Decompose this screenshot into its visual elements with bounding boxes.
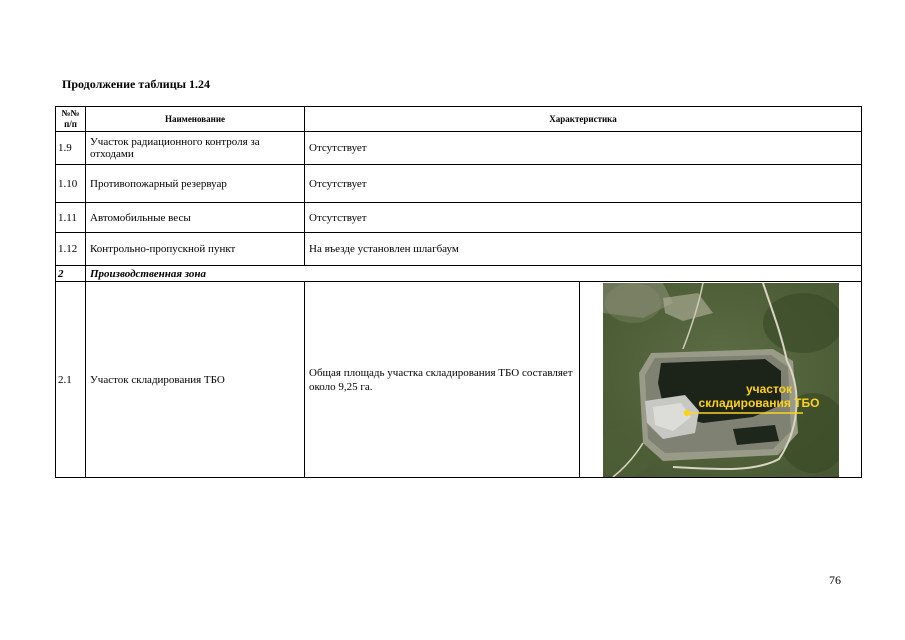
row-name: Участок складирования ТБО: [86, 282, 305, 478]
row-characteristic: На въезде установлен шлагбаум: [305, 233, 862, 266]
table-row: [56, 132, 862, 165]
table-row: [56, 203, 862, 233]
row-name: Противопожарный резервуар: [86, 165, 305, 203]
table-header-row: [56, 107, 862, 132]
row-number: 1.11: [56, 203, 86, 233]
image-label-line2: складирования ТБО: [698, 395, 819, 410]
section-title: Производственная зона: [86, 266, 862, 282]
table-caption: Продолжение таблицы 1.24: [62, 77, 211, 91]
page-number: 76: [829, 573, 841, 587]
row-number: 1.12: [56, 233, 86, 266]
row-number: 2.1: [56, 282, 86, 478]
table-row: [56, 233, 862, 266]
row-characteristic: Отсутствует: [305, 165, 862, 203]
row-name: Контрольно-пропускной пункт: [86, 233, 305, 266]
header-number: №№ п/п: [56, 107, 86, 132]
row-characteristic: Отсутствует: [305, 203, 862, 233]
table-row: [56, 282, 862, 478]
table-row: [56, 165, 862, 203]
row-name: Участок радиационного контроля за отходами: [86, 132, 305, 165]
row-number: 1.9: [56, 132, 86, 165]
row-number: 1.10: [56, 165, 86, 203]
landfill-table: [55, 106, 862, 478]
row-name: Автомобильные весы: [86, 203, 305, 233]
header-characteristic: Характеристика: [305, 107, 862, 132]
row-characteristic: Общая площадь участка складирования ТБО составляет около 9,25 га.: [305, 282, 580, 478]
aerial-photo-cell: [580, 282, 862, 478]
aerial-photo: [603, 283, 839, 477]
image-label-line1: участок: [745, 381, 792, 396]
section-row: [56, 266, 862, 282]
section-number: 2: [56, 266, 86, 282]
header-name: Наименование: [86, 107, 305, 132]
row-characteristic: Отсутствует: [305, 132, 862, 165]
